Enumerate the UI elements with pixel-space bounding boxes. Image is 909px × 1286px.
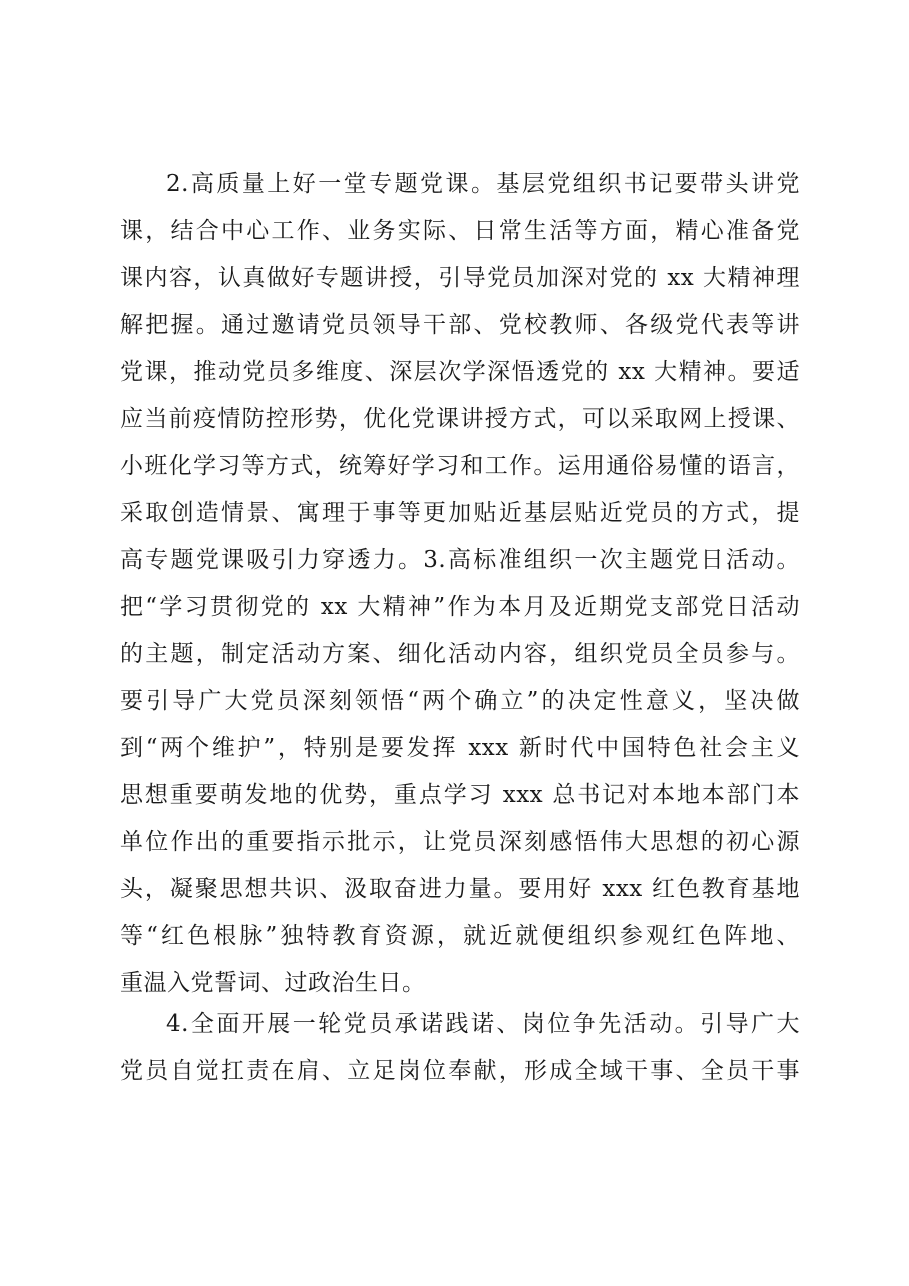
paragraph-line: 要引导广大党员深刻领悟“两个确立”的决定性意义，坚决做 [120,688,800,714]
paragraph-line: 党员自觉扛责在肩、立足岗位奉献，形成全域干事、全员干事 [120,1058,800,1084]
paragraph-line: 思想重要萌发地的优势，重点学习 xxx 总书记对本地本部门本 [120,782,800,808]
paragraph-line: 采取创造情景、寓理于事等更加贴近基层贴近党员的方式，提 [120,500,800,526]
paragraph-line: 的主题，制定活动方案、细化活动内容，组织党员全员参与。 [120,641,800,667]
paragraph-line: 应当前疫情防控形势，优化党课讲授方式，可以采取网上授课、 [120,406,800,432]
paragraph-line: 4.全面开展一轮党员承诺践诺、岗位争先活动。引导广大 [166,1011,800,1037]
paragraph-party-lecture-and-activity [120,161,800,1007]
paragraph-line: 到“两个维护”，特别是要发挥 xxx 新时代中国特色社会主义 [120,735,800,761]
paragraph-line: 头，凝聚思想共识、汲取奋进力量。要用好 xxx 红色教育基地 [120,876,800,902]
paragraph-line: 小班化学习等方式，统筹好学习和工作。运用通俗易懂的语言， [120,453,800,479]
paragraph-line: 2.高质量上好一堂专题党课。基层党组织书记要带头讲党 [166,171,800,197]
paragraph-line: 等“红色根脉”独特教育资源，就近就便组织参观红色阵地、 [120,923,800,949]
paragraph-line: 解把握。通过邀请党员领导干部、党校教师、各级党代表等讲 [120,312,800,338]
paragraph-line: 课，结合中心工作、业务实际、日常生活等方面，精心准备党 [120,218,800,244]
paragraph-line: 单位作出的重要指示批示，让党员深刻感悟伟大思想的初心源 [120,829,800,855]
paragraph-line: 把“学习贯彻党的 xx 大精神”作为本月及近期党支部党日活动 [120,594,800,620]
paragraph-line: 党课，推动党员多维度、深层次学深悟透党的 xx 大精神。要适 [120,359,800,385]
paragraph-line: 高专题党课吸引力穿透力。3.高标准组织一次主题党日活动。 [120,547,800,573]
paragraph-pledge-activity [120,1001,800,1095]
paragraph-line: 课内容，认真做好专题讲授，引导党员加深对党的 xx 大精神理 [120,265,800,291]
paragraph-line: 重温入党誓词、过政治生日。 [120,970,426,996]
